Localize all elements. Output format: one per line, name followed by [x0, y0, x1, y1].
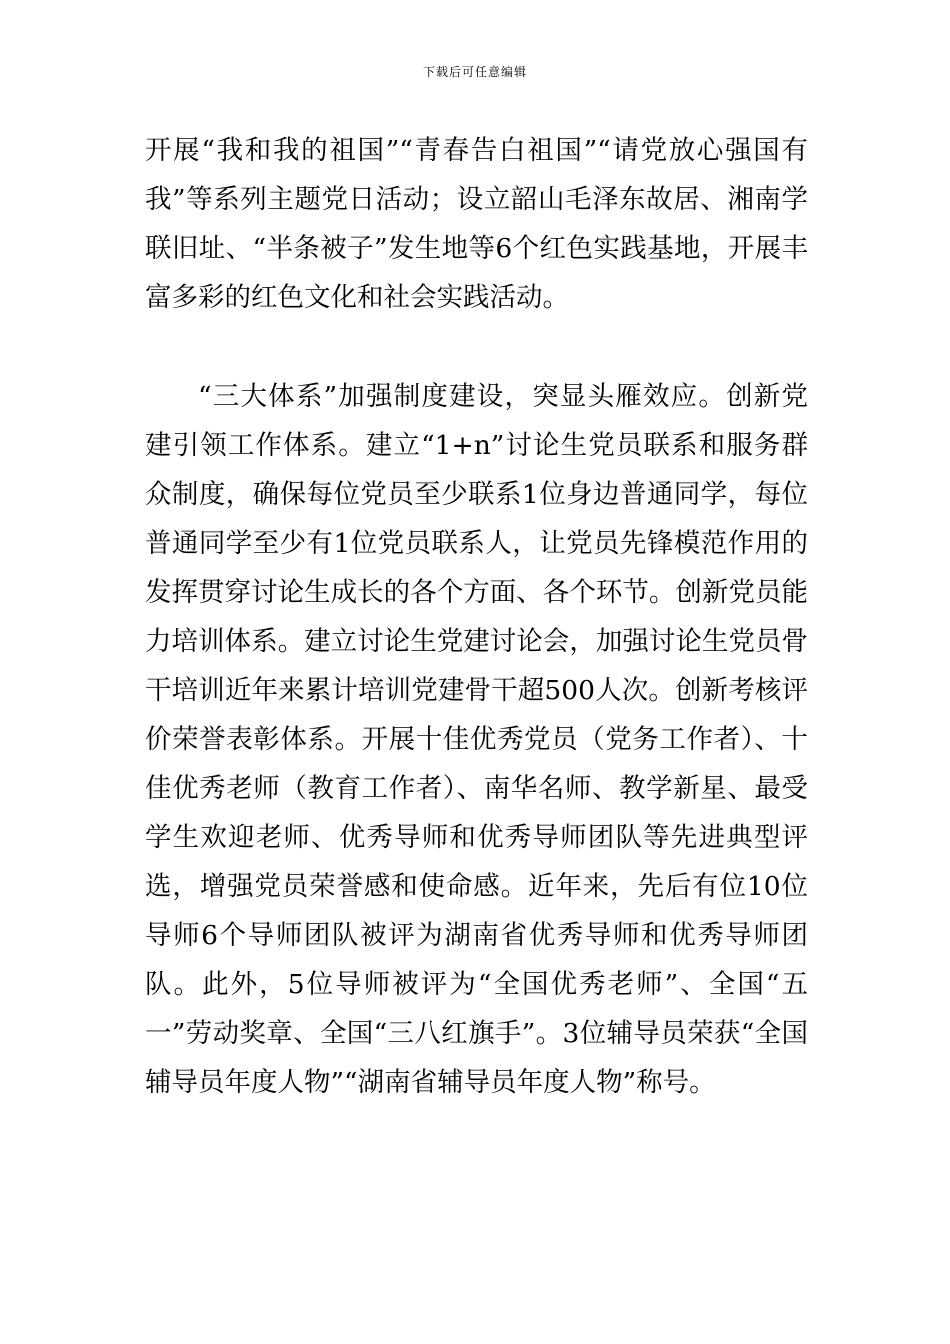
body-paragraph-1: 开展“我和我的祖国”“青春告白祖国”“请党放心强国有我”等系列主题党日活动；设立韶山毛泽东故居、湘南学联旧址、“半条被子”发生地等6个红色实践基地，开展丰富多彩的红色文化和社会实践活动。 — [145, 135, 808, 313]
body-paragraph-2: “三大体系”加强制度建设，突显头雁效应。创新党建引领工作体系。建立“1+n”讨论生党员联系和服务群众制度，确保每位党员至少联系1位身边普通同学，每位普通同学至少有1位党员联系人，让党员先锋模范作用的发挥贯穿讨论生成长的各个方面、各个环节。创新党员能力培训体系。建立讨论生党建讨论会，加强讨论生党员骨干培训近年来累计培训党建骨干超500人次。创新考核评价荣誉表彰体系。开展十佳优秀党员（党务工作者）、十佳优秀老师（教育工作者）、南华名师、教学新星、最受学生欢迎老师、优秀导师和优秀导师团队等先进典型评选，增强党员荣誉感和使命感。近年来，先后有位10位导师6个导师团队被评为湖南省优秀导师和优秀导师团队。此外，5位导师被评为“全国优秀老师”、全国“五一”劳动奖章、全国“三八红旗手”。3位辅导员荣获“全国辅导员年度人物”“湖南省辅导员年度人物”称号。 — [145, 381, 808, 1098]
page-header: 下载后可任意编辑 — [422, 65, 527, 79]
